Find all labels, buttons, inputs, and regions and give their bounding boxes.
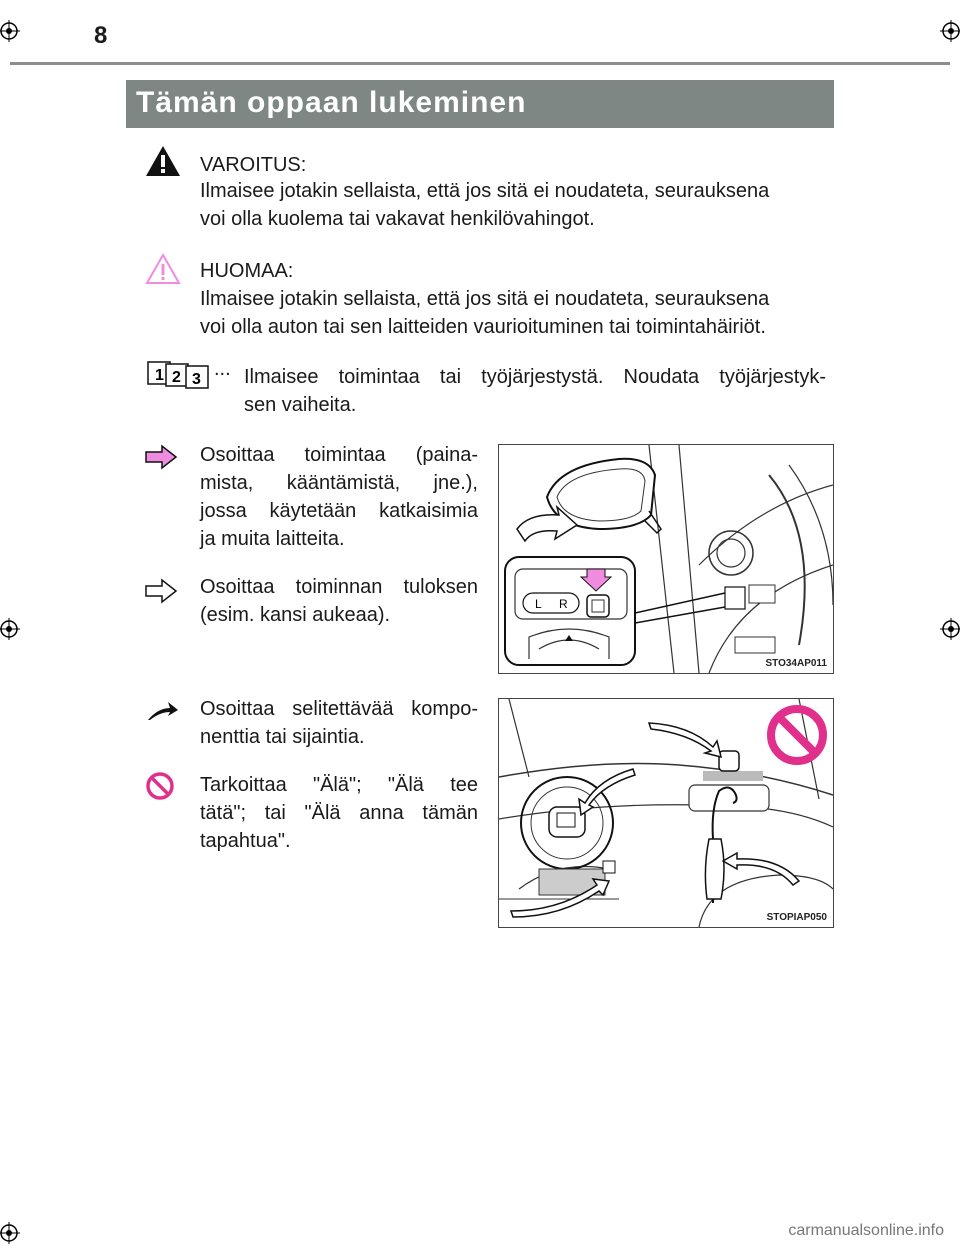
warning-line-2: voi olla kuolema tai vakavat henkilövahingot. — [200, 208, 595, 230]
result-arrow-icon — [144, 578, 178, 604]
component-line-1: Osoittaa selitettävää kompo- — [200, 698, 478, 720]
operation-line-4: ja muita laitteita. — [200, 528, 345, 550]
figure-mirror-switch — [498, 444, 834, 674]
figure-1-code: STO34AP011 — [765, 658, 827, 669]
result-line-1: Osoittaa toiminnan tuloksen — [200, 576, 478, 598]
result-line-2: (esim. kansi aukeaa). — [200, 604, 391, 626]
notice-triangle-icon — [144, 252, 182, 286]
steps-dots: ... — [214, 358, 231, 380]
step-badge-3: 3 — [192, 371, 201, 388]
switch-label-l: L — [535, 597, 542, 611]
prohibited-line-2: tätä"; tai "Älä anna tämän — [200, 802, 478, 824]
steps-line-1: Ilmaisee toimintaa tai työjärjestystä. Noudata työjärjestyk- — [244, 366, 826, 388]
registration-mark-top-left — [0, 20, 20, 42]
warning-triangle-icon — [144, 144, 182, 178]
header-rule — [10, 62, 950, 65]
component-pointer-icon — [146, 700, 180, 722]
operation-arrow-icon — [144, 444, 178, 470]
page-number: 8 — [94, 22, 108, 49]
step-badge-2: 2 — [172, 369, 181, 386]
step-badge-1: 1 — [155, 367, 164, 384]
prohibited-icon — [144, 770, 176, 802]
registration-mark-top-right — [940, 20, 960, 42]
prohibited-line-3: tapahtua". — [200, 830, 291, 852]
component-line-2: nenttia tai sijaintia. — [200, 726, 365, 748]
operation-line-3: jossa käytetään katkaisimia — [200, 500, 478, 522]
operation-line-2: mista, kääntämistä, jne.), — [200, 472, 478, 494]
steps-line-2: sen vaiheita. — [244, 394, 357, 416]
warning-line-1: Ilmaisee jotakin sellaista, että jos sitä ei noudateta, seurauksena — [200, 180, 770, 202]
footer-watermark: carmanualsonline.info — [788, 1222, 944, 1239]
figure-2-code: STOPIAP050 — [766, 912, 827, 923]
figure-interior-dashboard — [498, 698, 834, 928]
notice-heading: HUOMAA: — [200, 260, 294, 282]
operation-line-1: Osoittaa toimintaa (paina- — [200, 444, 478, 466]
registration-mark-mid-right — [940, 618, 960, 640]
prohibited-line-1: Tarkoittaa "Älä"; "Älä tee — [200, 774, 478, 796]
notice-line-2: voi olla auton tai sen laitteiden vaurioituminen tai toimintahäiriöt. — [200, 316, 766, 338]
page-title: Tämän oppaan lukeminen — [136, 86, 527, 119]
warning-heading: VAROITUS: — [200, 154, 307, 176]
interior-dashboard-illustration — [499, 699, 833, 927]
mirror-switch-illustration — [499, 445, 833, 673]
notice-line-1: Ilmaisee jotakin sellaista, että jos sitä ei noudateta, seurauksena — [200, 288, 770, 310]
switch-label-r: R — [559, 597, 568, 611]
registration-mark-mid-left — [0, 618, 20, 640]
section-title-bar — [126, 80, 834, 128]
step-number-badges-icon — [146, 360, 216, 390]
registration-mark-bottom-left — [0, 1222, 20, 1244]
